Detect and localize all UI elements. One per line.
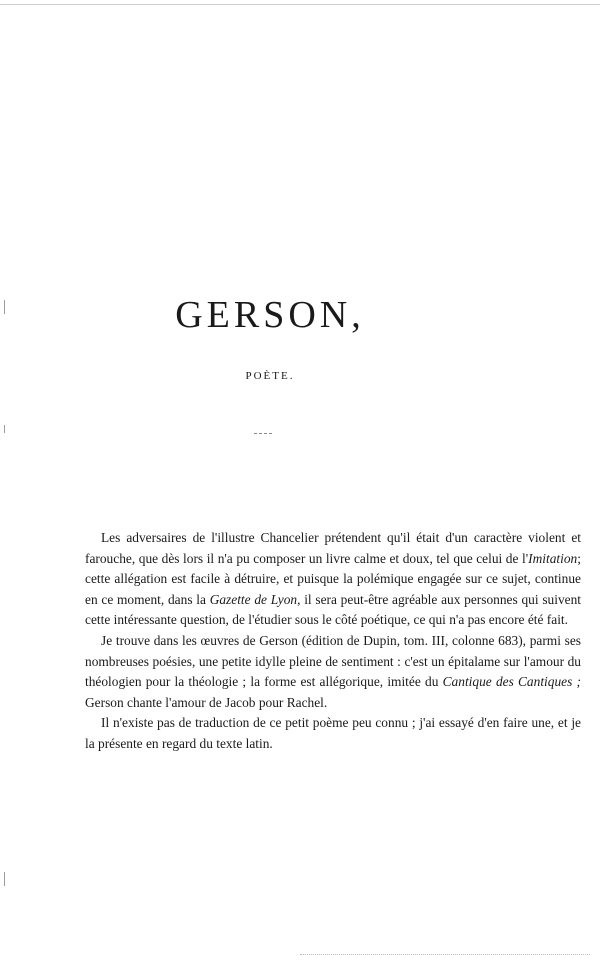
page-title: GERSON,: [175, 294, 365, 336]
page-subtitle: POÈTE.: [245, 370, 295, 382]
left-margin-mark: [4, 425, 5, 433]
body-text: [85, 528, 581, 755]
left-margin-mark: [4, 872, 5, 886]
section-ornament: [254, 433, 272, 435]
top-edge-rule: [0, 4, 600, 5]
paragraph-2: Je trouve dans les œuvres de Gerson (édition de Dupin, tom. III, colonne 683), parmi ses nombreuses poésies, une petite idylle pleine de sentiment : c'est un épitalame sur l'amour du théologien pour la théologie ; la forme est allégorique, imitée du Cantique des Cantiques ; Gerson chante l'amour de Jacob pour Rachel.: [85, 632, 581, 710]
bottom-edge-dots: [300, 954, 590, 956]
paragraph-3: Il n'existe pas de traduction de ce petit poème peu connu ; j'ai essayé d'en faire une, et je la présente en regard du texte latin.: [85, 715, 581, 751]
paragraph-1: Les adversaires de l'illustre Chancelier prétendent qu'il était d'un caractère violent et farouche, que dès lors il n'a pu composer un livre calme et doux, tel que celui de l'Imitation; cette allégation est facile à détruire, et puisque la polémique engagée sur ce sujet, continue en ce moment, dans la Gazette de Lyon, il sera peut-être agréable aux personnes qui suivent cette intéressante question, de l'étudier sous le côté poétique, ce qui n'a pas encore été fait.: [85, 530, 581, 628]
